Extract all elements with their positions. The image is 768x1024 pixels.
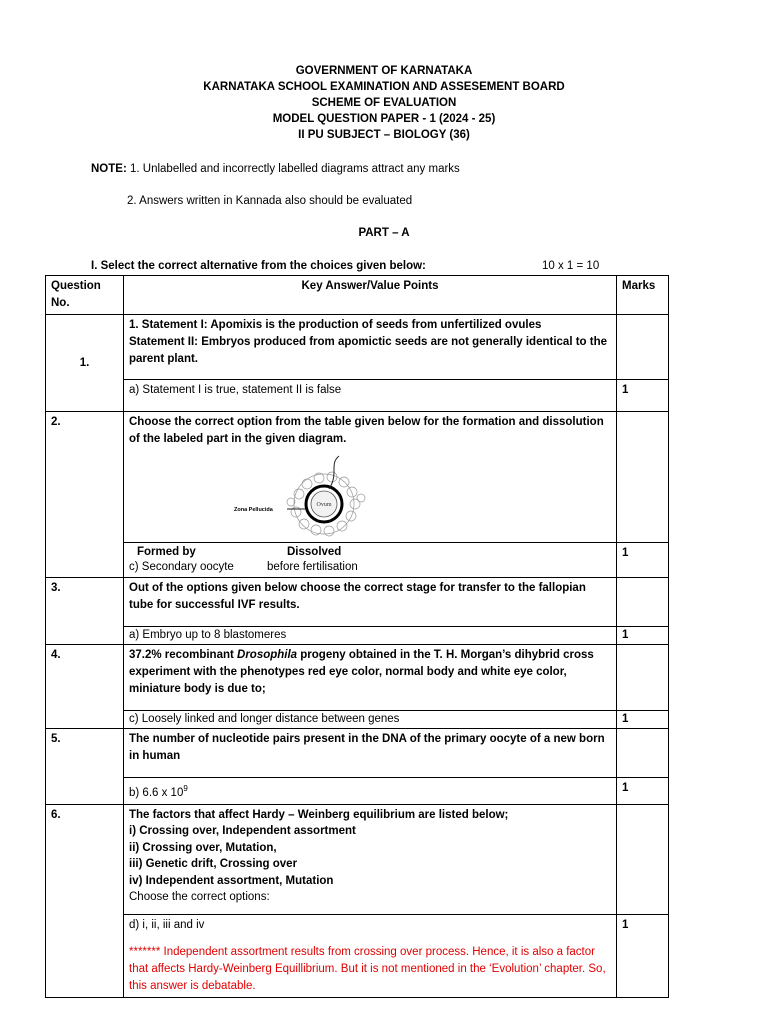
question-number: 1. <box>46 315 124 412</box>
table-header-row <box>46 276 669 315</box>
marks-cell <box>617 645 669 711</box>
q6-option-3: iii) Genetic drift, Crossing over <box>129 858 298 871</box>
note-1-text: 1. Unlabelled and incorrectly labelled diagrams attract any marks <box>129 163 460 175</box>
question-text: Out of the options given below choose the correct stage for transfer to the fallopian tube for successful IVF results. <box>124 578 617 627</box>
header-line-4: MODEL QUESTION PAPER - 1 (2024 - 25) <box>272 113 496 125</box>
header-key: Key Answer/Value Points <box>124 276 617 315</box>
marks-cell <box>617 729 669 778</box>
header-line-5: II PU SUBJECT – BIOLOGY (36) <box>298 129 470 141</box>
q6-intro: The factors that affect Hardy – Weinberg equilibrium are listed below; <box>129 808 509 821</box>
answer-row <box>46 627 669 645</box>
q4-text-italic: Drosophila <box>237 649 298 661</box>
answer-row <box>46 543 669 578</box>
diagram-zona-label: Zona Pellucida <box>234 507 273 513</box>
q2-question: Choose the correct option from the table given below for the formation and dissolution of the labeled part in the given diagram. <box>129 416 604 445</box>
header-question: Question No. <box>46 276 124 315</box>
answer-row <box>46 711 669 729</box>
table-row <box>46 804 669 914</box>
marks-cell <box>617 804 669 914</box>
answer-text <box>124 914 617 997</box>
answer-text: a) Statement I is true, statement II is false <box>124 380 617 412</box>
question-number: 5. <box>46 729 124 805</box>
question-number: 4. <box>46 645 124 729</box>
q2-column-headings <box>129 545 611 560</box>
marks-cell <box>617 412 669 543</box>
note-2: 2. Answers written in Kannada also should be evaluated <box>127 195 413 207</box>
q2-answer <box>129 560 611 575</box>
q6-option-2: ii) Crossing over, Mutation, <box>129 841 277 854</box>
answer-row <box>46 914 669 997</box>
q5-answer-base: b) 6.6 x 10 <box>129 786 184 799</box>
q6-answer: d) i, ii, iii and iv <box>129 918 205 931</box>
section-title: I. Select the correct alternative from the choices given below: <box>91 260 426 272</box>
note-1 <box>91 163 460 175</box>
mark-value: 1 <box>617 711 669 729</box>
header-line-1: GOVERNMENT OF KARNATAKA <box>295 65 473 77</box>
mark-value: 1 <box>617 914 669 997</box>
part-title: PART – A <box>358 227 410 239</box>
q4-text-post: progeny obtained in the T. H. Morgan’s dihybrid cross experiment with the phenotypes red eye color, normal body and white eye color, miniature body is due to; <box>129 649 594 695</box>
header-line-3: SCHEME OF EVALUATION <box>311 97 457 109</box>
table-row <box>46 578 669 627</box>
q6-remark: ******* Independent assortment results from crossing over process. Hence, it is also a factor that affects Hardy-Weinberg Equillibrium. But it is not mentioned in the ‘Evolution’ chapter. So, this answer is debatable. <box>129 945 606 992</box>
q2-formed-by: Formed by <box>137 546 196 558</box>
question-text <box>124 804 617 914</box>
answer-text <box>124 543 617 578</box>
question-number: 3. <box>46 578 124 645</box>
q6-choose: Choose the correct options: <box>129 891 270 904</box>
q2-answer-1: c) Secondary oocyte <box>129 561 234 573</box>
answer-table <box>45 275 669 998</box>
question-text <box>124 645 617 711</box>
q2-answer-2: before fertilisation <box>267 561 358 573</box>
table-row <box>46 729 669 778</box>
table-row <box>46 645 669 711</box>
q5-answer-exponent: 9 <box>183 784 188 793</box>
question-number: 2. <box>46 412 124 578</box>
answer-text <box>124 778 617 805</box>
marks-cell <box>617 315 669 380</box>
table-row <box>46 315 669 380</box>
marks-cell <box>617 578 669 627</box>
q6-option-1: i) Crossing over, Independent assortment <box>129 825 356 838</box>
table-row <box>46 412 669 543</box>
answer-row <box>46 380 669 412</box>
mark-value: 1 <box>617 627 669 645</box>
mark-value: 1 <box>617 380 669 412</box>
q2-dissolved: Dissolved <box>287 546 342 558</box>
question-text <box>124 315 617 380</box>
ovum-diagram-svg <box>229 454 389 539</box>
q6-option-4: iv) Independent assortment, Mutation <box>129 874 334 887</box>
mark-value: 1 <box>617 778 669 805</box>
mark-value: 1 <box>617 543 669 578</box>
header-marks: Marks <box>617 276 669 315</box>
q1-statement-1: 1. Statement I: Apomixis is the production of seeds from unfertilized ovules <box>129 319 542 331</box>
diagram-ovum-label: Ovum <box>316 502 332 508</box>
zona-pellucida-diagram <box>229 454 389 539</box>
answer-text: a) Embryo up to 8 blastomeres <box>124 627 617 645</box>
header-line-2: KARNATAKA SCHOOL EXAMINATION AND ASSESEMENT BOARD <box>203 81 565 93</box>
note-label: NOTE: <box>91 163 127 175</box>
q4-text-pre: 37.2% recombinant <box>129 649 238 661</box>
answer-text: c) Loosely linked and longer distance between genes <box>124 711 617 729</box>
q1-statement-2: Statement II: Embryos produced from apomictic seeds are not generally identical to the parent plant. <box>129 336 608 365</box>
section-marks: 10 x 1 = 10 <box>542 260 600 272</box>
answer-row <box>46 778 669 805</box>
question-text: The number of nucleotide pairs present in the DNA of the primary oocyte of a new born in human <box>124 729 617 778</box>
question-text <box>124 412 617 543</box>
question-number: 6. <box>46 804 124 997</box>
